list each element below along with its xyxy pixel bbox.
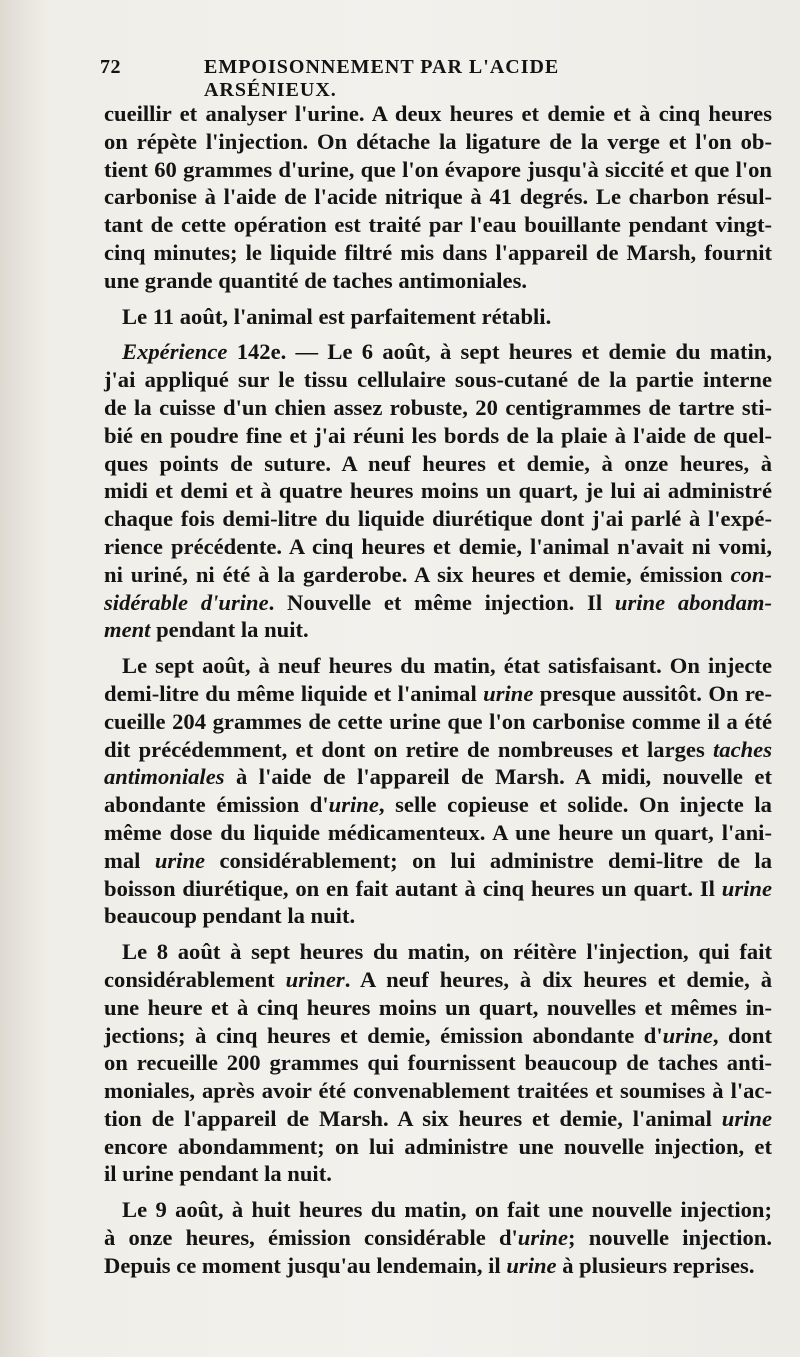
italic-text: con- (730, 561, 772, 587)
text-line (104, 616, 772, 644)
text-line (104, 239, 772, 267)
line-text: abondante émission d' (104, 792, 329, 818)
text-line (104, 183, 772, 211)
line-text: une grande quantité de taches antimoniales. (104, 267, 528, 293)
line-text: midi et demi et à quatre heures moins un quart, je lui ai administré (104, 478, 772, 504)
line-text: une heure et à cinq heures moins un quart, nouvelles et mêmes in- (104, 994, 772, 1020)
text-line (104, 994, 772, 1022)
line-text: encore abondamment; on lui administre une nouvelle injection, et (104, 1133, 772, 1159)
text-line (104, 1196, 772, 1224)
line-text: 142e. — Le 6 août, à sept heures et demie du matin, (227, 339, 772, 365)
line-text: cinq minutes; le liquide filtré mis dans l'appareil de Marsh, fournit (104, 239, 772, 265)
line-text: tient 60 grammes d'urine, que l'on évapore jusqu'à siccité et que l'on (104, 156, 772, 182)
line-text: on répète l'injection. On détache la ligature de la verge et l'on ob- (104, 128, 772, 154)
text-line (104, 902, 772, 930)
body-text (104, 100, 772, 1280)
text-line (104, 819, 772, 847)
italic-text: urine (483, 680, 534, 706)
text-line (104, 394, 772, 422)
line-text: Le 9 août, à huit heures du matin, on fait une nouvelle injection; (122, 1197, 772, 1223)
text-line (104, 128, 772, 156)
line-text: même dose du liquide médicamenteux. A une heure un quart, l'ani- (104, 819, 772, 845)
line-text: il urine pendant la nuit. (104, 1161, 332, 1187)
italic-text: urine (154, 847, 206, 873)
line-text: rience précédente. A cinq heures et demie, l'animal n'avait ni vomi, (104, 533, 772, 559)
line-text: Le 11 août, l'animal est parfaitement rétabli. (122, 303, 552, 329)
line-text: dit précédemment, et dont on retire de nombreuses et larges (104, 736, 713, 762)
line-text: . Nouvelle et même injection. Il (268, 589, 615, 615)
line-text: chaque fois demi-litre du liquide diurétique dont j'ai parlé à l'expé- (104, 506, 772, 532)
line-text: carbonise à l'aide de l'acide nitrique à 41 degrés. Le charbon résul- (104, 184, 772, 210)
line-text: à plusieurs reprises. (556, 1252, 755, 1278)
text-line (104, 847, 772, 875)
italic-text: urine (721, 1105, 772, 1131)
text-line (104, 652, 772, 680)
line-text: de la cuisse d'un chien assez robuste, 20 centigrammes de tartre sti- (104, 394, 772, 420)
line-text: jections; à cinq heures et demie, émission abondante d' (104, 1022, 663, 1048)
text-line (104, 791, 772, 819)
text-line (104, 211, 772, 239)
line-text: moniales, après avoir été convenablement traitées et soumises à l'ac- (104, 1078, 772, 1104)
italic-text: antimoniales (104, 764, 225, 790)
text-line (104, 1049, 772, 1077)
italic-text: urine (506, 1252, 557, 1278)
line-text: tant de cette opération est traité par l'eau bouillante pendant vingt- (104, 212, 772, 238)
line-text: cueillir et analyser l'urine. A deux heures et demie et à cinq heures (104, 101, 772, 126)
text-line (104, 100, 772, 128)
text-line (104, 156, 772, 184)
text-line (104, 561, 772, 589)
line-text: cueille 204 grammes de cette urine que l'on carbonise comme il a été (104, 708, 772, 734)
text-line (104, 938, 772, 966)
page-header (100, 56, 670, 102)
text-line (104, 303, 772, 331)
line-text: ; nouvelle injection. (568, 1225, 772, 1251)
text-line (104, 1252, 772, 1280)
line-text: , selle copieuse et solide. On injecte la (378, 792, 772, 818)
text-line (104, 450, 772, 478)
text-line (104, 680, 772, 708)
line-text: , dont (712, 1022, 772, 1048)
line-text: Le 8 août à sept heures du matin, on réitère l'injection, qui fait (122, 939, 772, 965)
italic-text: Expérience (122, 339, 228, 365)
text-line (104, 1224, 772, 1252)
italic-text: urine (721, 875, 772, 901)
line-text: considérablement; on lui administre demi-litre de la (205, 847, 772, 873)
line-text: . A neuf heures, à dix heures et demie, à (344, 966, 772, 992)
italic-text: urine (517, 1225, 569, 1251)
italic-text: urine (662, 1022, 713, 1048)
line-text: bié en poudre fine et j'ai réuni les bords de la plaie à l'aide de quel- (104, 422, 772, 448)
text-line (104, 589, 772, 617)
italic-text: taches (713, 736, 772, 762)
text-line (104, 533, 772, 561)
text-line (104, 267, 772, 295)
line-text: à l'aide de l'appareil de Marsh. A midi, nouvelle et (224, 764, 772, 790)
text-line (104, 477, 772, 505)
text-line (104, 505, 772, 533)
line-text: presque aussitôt. On re- (533, 680, 772, 706)
italic-text: sidérable d'urine (104, 589, 269, 615)
italic-text: uriner (285, 966, 345, 992)
line-text: j'ai appliqué sur le tissu cellulaire sous-cutané de la partie interne (104, 367, 772, 393)
line-text: boisson diurétique, on en fait autant à cinq heures un quart. Il (104, 875, 722, 901)
line-text: pendant la nuit. (150, 617, 309, 643)
text-line (104, 422, 772, 450)
line-text: tion de l'appareil de Marsh. A six heures et demie, l'animal (104, 1105, 722, 1131)
text-line (104, 1022, 772, 1050)
text-line (104, 708, 772, 736)
text-line (104, 1105, 772, 1133)
text-line (104, 763, 772, 791)
text-line (104, 875, 772, 903)
line-text: ni uriné, ni été à la garderobe. A six heures et demie, émission (104, 561, 731, 587)
line-text: à onze heures, émission considérable d' (104, 1225, 518, 1251)
italic-text: urine (328, 792, 379, 818)
line-text: demi-litre du même liquide et l'animal (104, 680, 484, 706)
line-text: ques points de suture. A neuf heures et demie, à onze heures, à (104, 450, 772, 476)
text-line (104, 1133, 772, 1161)
running-title: EMPOISONNEMENT PAR L'ACIDE ARSÉNIEUX. (203, 56, 560, 101)
text-line (104, 966, 772, 994)
line-text: Depuis ce moment jusqu'au lendemain, il (104, 1252, 507, 1278)
text-line (104, 736, 772, 764)
line-text: beaucoup pendant la nuit. (104, 903, 356, 929)
italic-text: urine abondam- (614, 589, 772, 615)
page-number: 72 (100, 56, 121, 78)
italic-text: ment (104, 617, 151, 643)
line-text: Le sept août, à neuf heures du matin, état satisfaisant. On injecte (122, 653, 772, 679)
text-line (104, 366, 772, 394)
text-line (104, 338, 772, 366)
text-line (104, 1160, 772, 1188)
line-text: considérablement (104, 966, 286, 992)
line-text: mal (104, 847, 155, 873)
text-line (104, 1077, 772, 1105)
line-text: on recueille 200 grammes qui fournissent beaucoup de taches anti- (104, 1050, 772, 1076)
